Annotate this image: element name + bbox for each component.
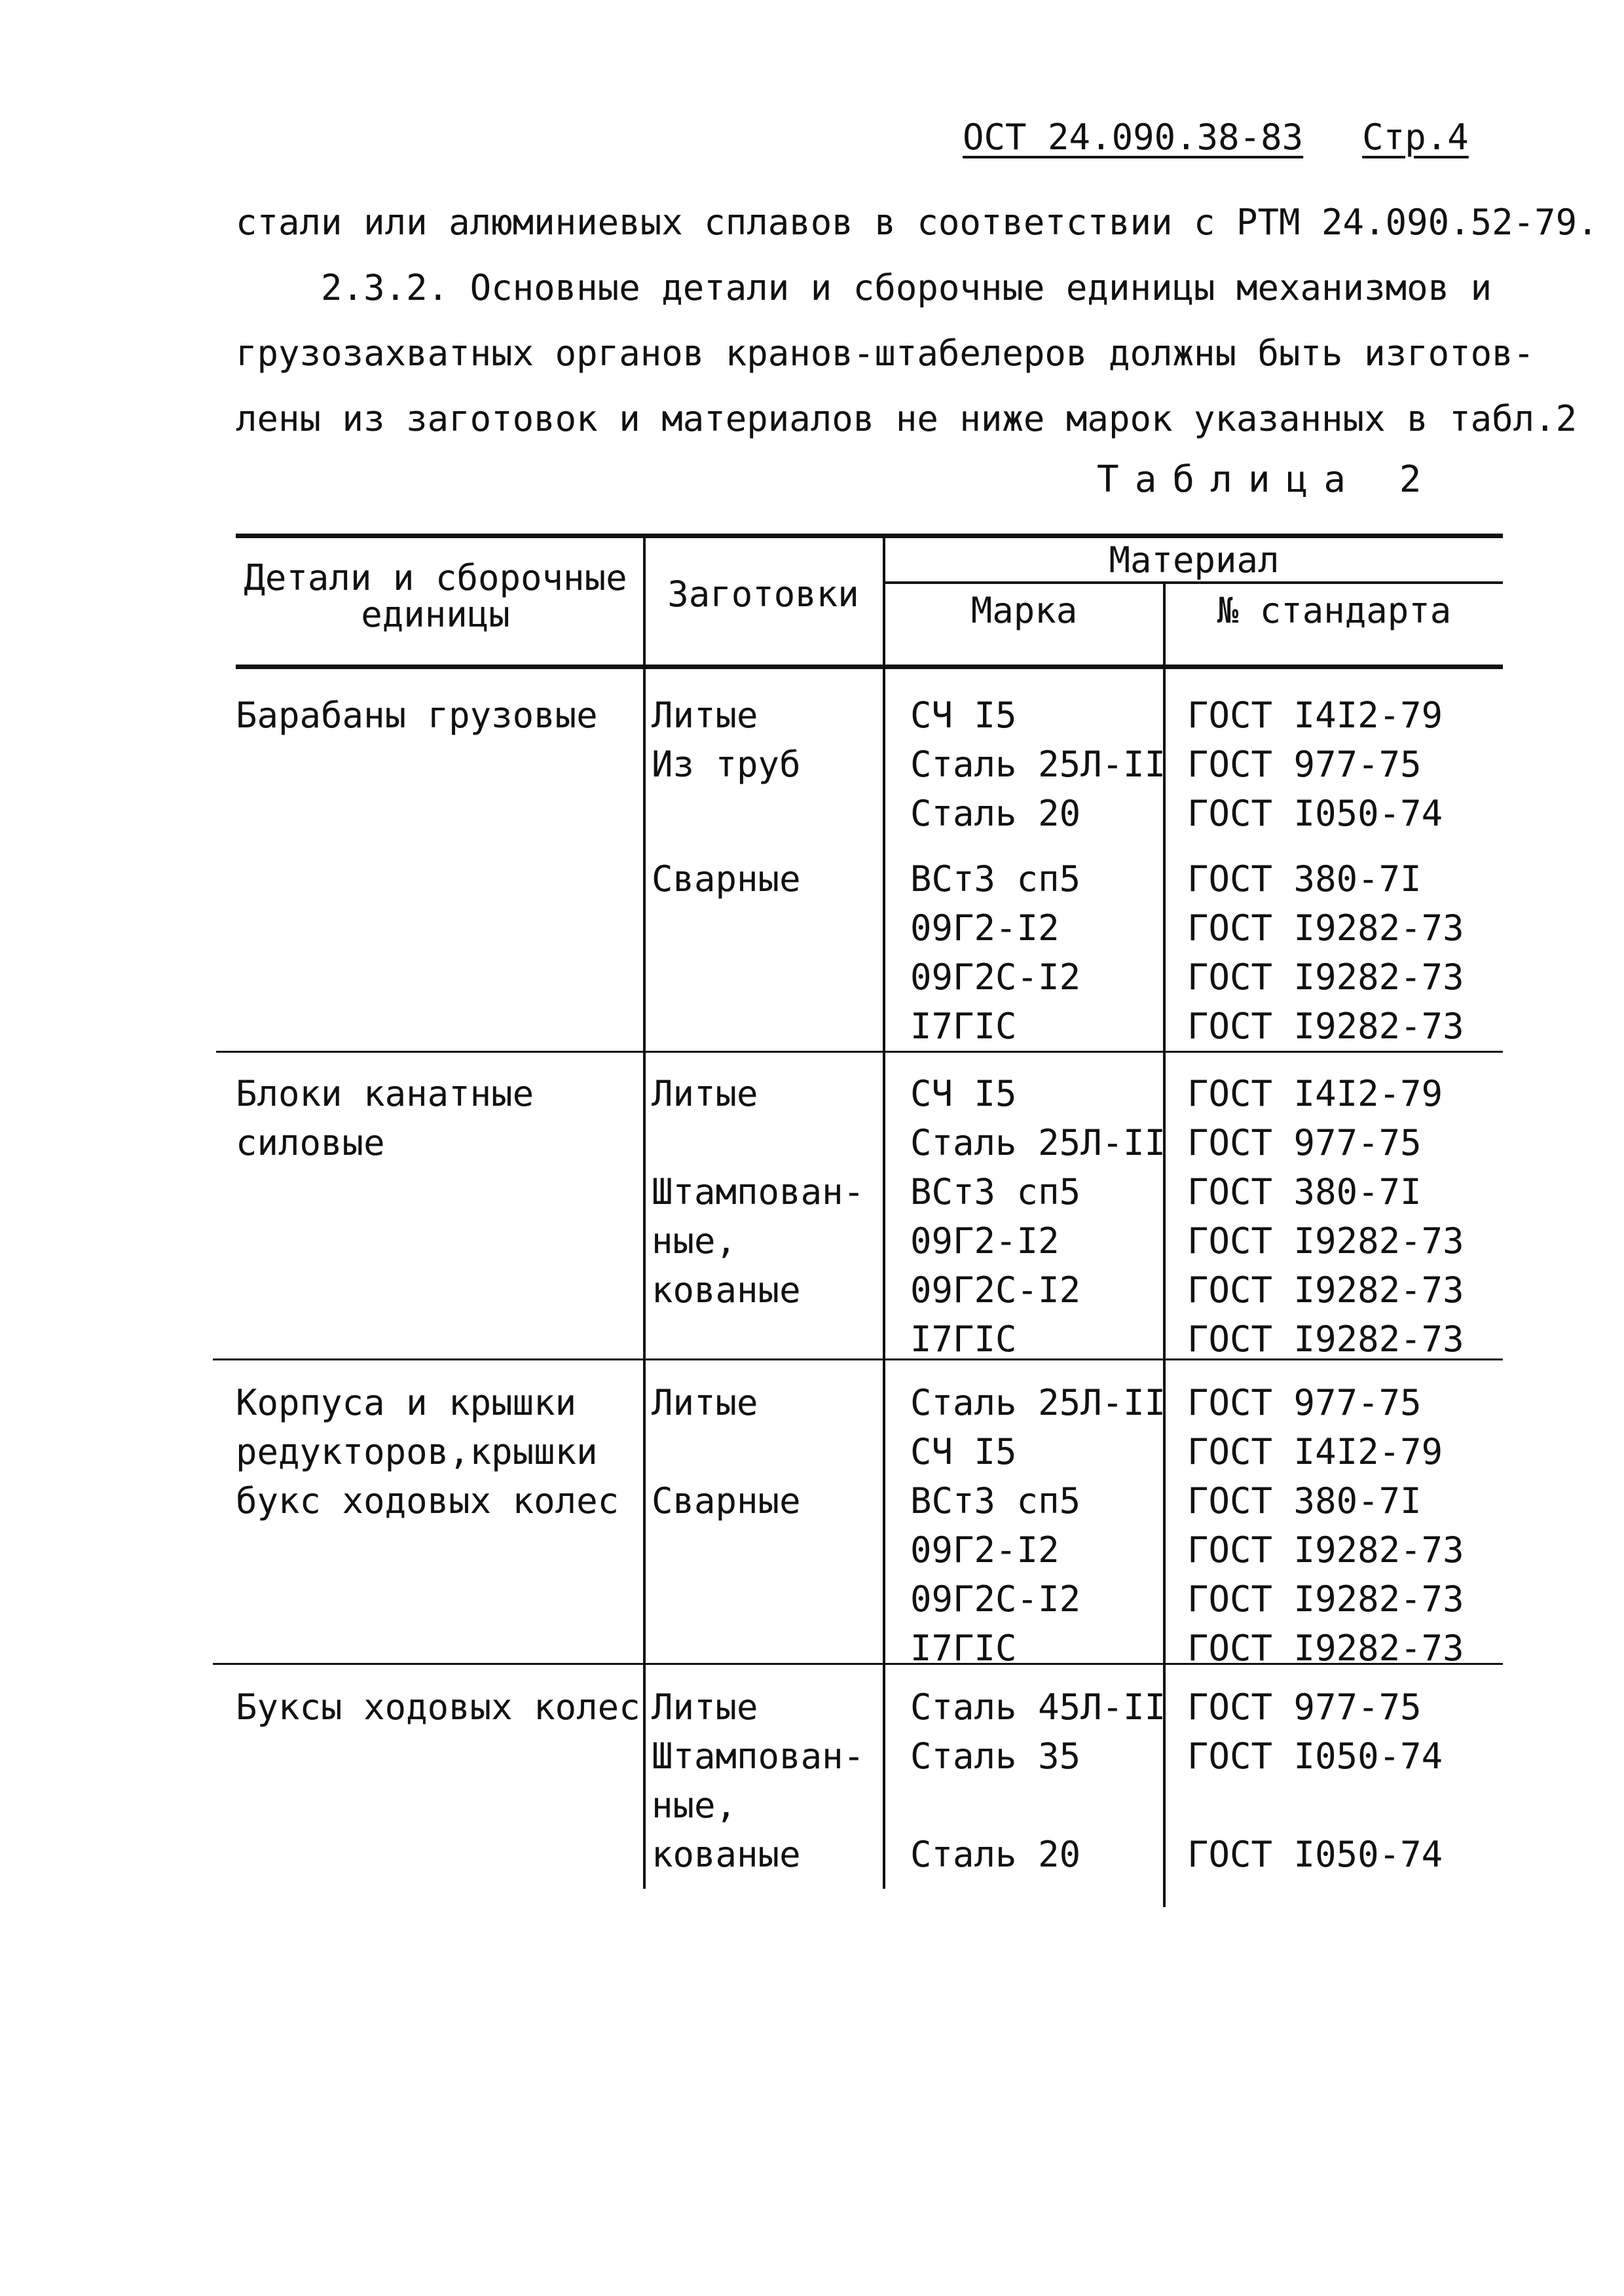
header-standard: № стандарта bbox=[1217, 590, 1452, 631]
table-cell-grade: СЧ I5 bbox=[910, 1073, 1017, 1114]
table-cell-standard: ГОСТ 977-75 bbox=[1187, 1382, 1422, 1423]
table-cell-grade: ВСт3 сп5 bbox=[910, 1171, 1081, 1212]
col-divider-2 bbox=[883, 534, 885, 1889]
table-cell-blank: Из труб bbox=[652, 744, 801, 785]
table-cell-standard: ГОСТ I9282-73 bbox=[1187, 1529, 1464, 1571]
group-separator-1 bbox=[216, 1051, 1503, 1053]
table-cell-part: Буксы ходовых колес bbox=[236, 1686, 640, 1728]
table-cell-standard: ГОСТ I9282-73 bbox=[1187, 1220, 1464, 1262]
table-cell-standard: ГОСТ I9282-73 bbox=[1187, 1578, 1464, 1620]
table-cell-blank: Литые bbox=[652, 695, 758, 736]
table-cell-grade: 09Г2С-I2 bbox=[910, 957, 1081, 998]
table-cell-standard: ГОСТ 380-7I bbox=[1187, 858, 1422, 900]
table-cell-blank: ные, bbox=[652, 1220, 737, 1262]
table-cell-standard: ГОСТ I9282-73 bbox=[1187, 1006, 1464, 1047]
table-cell-standard: ГОСТ I4I2-79 bbox=[1187, 695, 1443, 736]
table-cell-standard: ГОСТ I9282-73 bbox=[1187, 907, 1464, 949]
table-cell-part: Блоки канатные силовые bbox=[236, 1073, 534, 1163]
table-cell-standard: ГОСТ I050-74 bbox=[1187, 793, 1443, 834]
header-parts: Детали и сборочные единицы bbox=[244, 557, 627, 635]
table-cell-grade: СЧ I5 bbox=[910, 695, 1017, 736]
header-grade: Марка bbox=[970, 590, 1078, 631]
table-cell-blank: Литые bbox=[652, 1686, 758, 1728]
table-cell-grade: Сталь 25Л-II bbox=[910, 744, 1166, 785]
table-cell-grade: 09Г2-I2 bbox=[910, 907, 1060, 949]
paragraph-2-3-2: 2.3.2. Основные детали и сборочные единицы механизмов и грузозахватных органов кранов-штабелеров должны быть изготов- лены из заготовок и материалов не ниже марок указанных в табл.2 bbox=[236, 267, 1578, 439]
table-cell-blank: Сварные bbox=[652, 1480, 801, 1522]
col-divider-1 bbox=[643, 534, 646, 1889]
table-cell-grade: Сталь 45Л-II bbox=[910, 1686, 1166, 1728]
table-cell-part: Корпуса и крышки редукторов,крышки букс ходовых колес bbox=[236, 1382, 619, 1522]
table-cell-blank: кованые bbox=[652, 1269, 801, 1311]
header-bottom-rule bbox=[236, 665, 1503, 669]
table-cell-standard: ГОСТ 977-75 bbox=[1187, 1686, 1422, 1728]
material-subheader-rule bbox=[884, 581, 1503, 584]
table-cell-grade: I7ГIС bbox=[910, 1628, 1017, 1669]
table-cell-standard: ГОСТ I050-74 bbox=[1187, 1736, 1443, 1777]
table-top-rule bbox=[236, 534, 1503, 538]
table-cell-standard: ГОСТ I4I2-79 bbox=[1187, 1431, 1443, 1472]
table-cell-standard: ГОСТ 977-75 bbox=[1187, 1122, 1422, 1163]
table-cell-standard: ГОСТ I9282-73 bbox=[1187, 957, 1464, 998]
table-cell-grade: СЧ I5 bbox=[910, 1431, 1017, 1472]
table-cell-standard: ГОСТ 977-75 bbox=[1187, 744, 1422, 785]
table-cell-grade: 09Г2С-I2 bbox=[910, 1269, 1081, 1311]
table-cell-grade: Сталь 25Л-II bbox=[910, 1382, 1166, 1423]
table-cell-grade: Сталь 20 bbox=[910, 793, 1081, 834]
table-cell-grade: Сталь 25Л-II bbox=[910, 1122, 1166, 1163]
table-cell-grade: ВСт3 сп5 bbox=[910, 1480, 1081, 1522]
table-cell-standard: ГОСТ I050-74 bbox=[1187, 1834, 1443, 1875]
table-cell-grade: I7ГIС bbox=[910, 1319, 1017, 1360]
table-cell-grade: Сталь 35 bbox=[910, 1736, 1081, 1777]
table-cell-blank: Штампован- bbox=[652, 1171, 865, 1212]
table-cell-blank: Сварные bbox=[652, 858, 801, 900]
table-cell-standard: ГОСТ 380-7I bbox=[1187, 1480, 1422, 1522]
page-number: Стр.4 bbox=[1362, 117, 1469, 158]
table-cell-grade: 09Г2С-I2 bbox=[910, 1578, 1081, 1620]
table-cell-blank: Литые bbox=[652, 1073, 758, 1114]
table-caption: Таблица 2 bbox=[1097, 458, 1437, 501]
table-cell-grade: Сталь 20 bbox=[910, 1834, 1081, 1875]
document-code: ОСТ 24.090.38-83 bbox=[963, 117, 1304, 158]
table-cell-standard: ГОСТ I4I2-79 bbox=[1187, 1073, 1443, 1114]
table-cell-grade: ВСт3 сп5 bbox=[910, 858, 1081, 900]
table-cell-standard: ГОСТ I9282-73 bbox=[1187, 1319, 1464, 1360]
table-cell-standard: ГОСТ I9282-73 bbox=[1187, 1628, 1464, 1669]
table-cell-grade: 09Г2-I2 bbox=[910, 1529, 1060, 1571]
table-cell-blank: Штампован- bbox=[652, 1736, 865, 1777]
paragraph-continuation: стали или алюминиевых сплавов в соответствии с РТМ 24.090.52-79. bbox=[236, 202, 1598, 243]
table-cell-blank: кованые bbox=[652, 1834, 801, 1875]
header-material: Материал bbox=[1109, 539, 1280, 581]
table-cell-blank: Литые bbox=[652, 1382, 758, 1423]
table-cell-standard: ГОСТ I9282-73 bbox=[1187, 1269, 1464, 1311]
table-cell-part: Барабаны грузовые bbox=[236, 695, 598, 736]
table-cell-grade: 09Г2-I2 bbox=[910, 1220, 1060, 1262]
table-cell-grade: I7ГIС bbox=[910, 1006, 1017, 1047]
table-cell-blank: ные, bbox=[652, 1785, 737, 1826]
table-cell-standard: ГОСТ 380-7I bbox=[1187, 1171, 1422, 1212]
header-blanks: Заготовки bbox=[667, 574, 859, 615]
